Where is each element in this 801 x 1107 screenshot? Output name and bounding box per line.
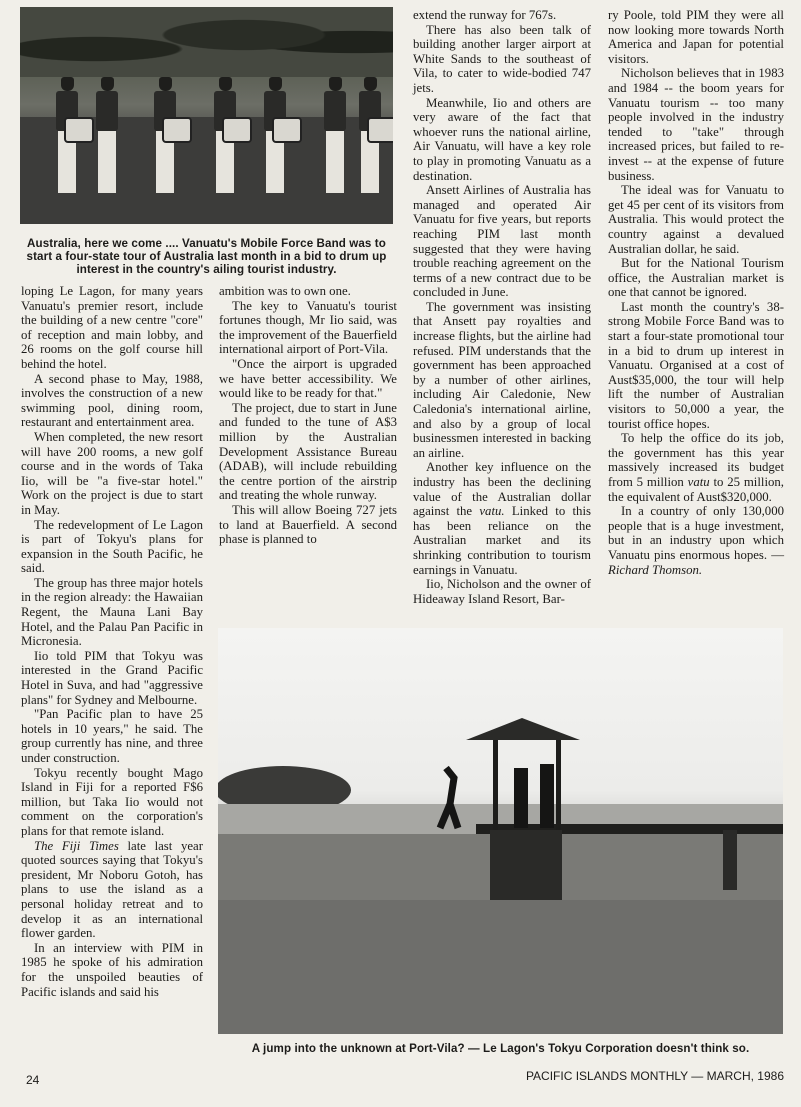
paragraph-text: value of the Australian dollar against the xyxy=(413,489,591,519)
paragraph: This will allow Boeing 727 jets to land at Bauerfield. A second phase is planned to xyxy=(219,502,397,547)
paragraph: Tokyu recently bought Mago Island in Fiji for a reported F$6 million, but Taka Iio would not comment on the corporation's plans for that remote island. xyxy=(21,765,203,838)
byline: Richard Thomson. xyxy=(608,562,703,577)
paragraph: But for the National Tourism office, the Australian market is one that cannot be ignored. xyxy=(608,256,784,300)
page-number: 24 xyxy=(26,1073,40,1087)
paragraph: Iio told PIM that Tokyu was interested in the Grand Pacific Hotel in Suva, and had "aggressive plans" for Sydney and Melbourne. xyxy=(21,648,203,707)
paragraph: The group has three major hotels in the region already: the Hawaiian Regent, the Mauna Lani Bay Hotel, and the Palau Pan Pacific in Micronesia. xyxy=(21,575,203,649)
article-column-2 xyxy=(219,284,397,547)
bandsman-figure xyxy=(355,77,385,197)
article-column-3 xyxy=(413,8,591,606)
water-reflection xyxy=(218,900,783,1034)
paragraph-text: To help the office do its job, the government has this year massively increased its budget from 5 million xyxy=(608,431,784,489)
bandsman-figure xyxy=(210,77,240,197)
gazebo-roof xyxy=(466,718,580,740)
paragraph: A second phase to May, 1988, involves the construction of a new swimming pool, dining room, restaurant and entertainment area. xyxy=(21,371,203,430)
paragraph: "Pan Pacific plan to have 25 hotels in 10 years," he said. The group currently has nine, and three under construction. xyxy=(21,707,203,765)
article-column-1 xyxy=(21,284,203,999)
paragraph: There has also been talk of building another larger airport at White Sands to the southeast of Vila, to cater to wide-bodied 747 jets. xyxy=(413,22,591,95)
paragraph xyxy=(21,839,203,941)
gazebo-post xyxy=(493,740,498,830)
bandsman-figure xyxy=(52,77,82,197)
pier-pilings xyxy=(490,830,562,900)
paragraph: ry Poole, told PIM they were all now looking more towards North America and Japan for potential visitors. xyxy=(608,8,784,66)
article-column-4 xyxy=(608,8,784,577)
paragraph: ambition was to own one. xyxy=(219,284,351,298)
bandsman-figure xyxy=(92,77,122,197)
currency-name: vatu xyxy=(687,475,710,489)
paragraph xyxy=(608,504,784,577)
gazebo-post xyxy=(556,740,561,830)
publication-footer: PACIFIC ISLANDS MONTHLY — MARCH, 1986 xyxy=(525,1069,784,1083)
currency-name: vatu. xyxy=(479,504,505,519)
band-photo xyxy=(20,7,393,224)
paragraph: When completed, the new resort will have 200 rooms, a new golf course and in the words of Taka Iio, will be "a five-star hotel." Work on the project is due to start in May. xyxy=(21,429,203,517)
paragraph-text: to 25 million, the equivalent of Aust$320,000. xyxy=(608,475,784,504)
paragraph-text: Another key influence on the industry has been the declining xyxy=(413,460,591,489)
paragraph: Nicholson believes that in 1983 and 1984 -- the boom years for Vanuatu tourism -- too many people involved in the industry tended to "take" through increased prices, but failed to re-invest -- at the expense of future business. xyxy=(608,66,784,183)
publication-name: The Fiji Times xyxy=(34,838,119,853)
paragraph-text: late last year quoted sources saying that Tokyu's president, Mr Noboru Gotoh, has plans to use the island as a personal holiday retreat and to develop it as an international flower garden. xyxy=(21,838,203,941)
paragraph: The government was insisting that Ansett pay royalties and increase flights, but the airline had refused. PIM understands that the government has been approached by a number of other airlines, including Air Caledonie, New Caledonia's international airline, and also by a group of local businessmen interested in backing an airline. xyxy=(413,299,591,460)
paragraph: extend the runway for 767s. xyxy=(413,8,557,22)
paragraph: Meanwhile, Iio and others are very aware of the fact that whoever runs the national airline, Air Vanuatu, will have a key role to play in promoting Vanuatu as a destination. xyxy=(413,95,591,183)
pier-photo-drawing xyxy=(218,628,783,1034)
paragraph: Ansett Airlines of Australia has managed and operated Air Vanuatu for five years, but reports reaching PIM last month suggested that they were having trouble reaching agreement on the terms of a new contract due to be concluded in June. xyxy=(413,183,591,300)
band-photo-caption: Australia, here we come .... Vanuatu's Mobile Force Band was to start a four-state tour of Australia last month in a bid to drum up interest in the country's ailing tourist industry. xyxy=(26,237,387,276)
paragraph: The redevelopment of Le Lagon is part of Tokyu's plans for expansion in the South Pacific, he said. xyxy=(21,517,203,576)
paragraph: Iio, Nicholson and the owner of Hideaway Island Resort, Bar- xyxy=(413,577,591,606)
bandsman-figure xyxy=(260,77,290,197)
bandsman-figure xyxy=(150,77,180,197)
person-silhouette xyxy=(514,768,528,828)
paragraph: loping Le Lagon, for many years Vanuatu's premier resort, include the building of a new centre "core" of reception and main lobby, and 26 rooms on the golf course hill behind the hotel. xyxy=(21,284,203,371)
paragraph xyxy=(413,460,591,577)
pier-piling xyxy=(723,830,737,890)
paragraph: The project, due to start in June and funded to the tune of A$3 million by the Australian Development Assistance Bureau (ADAB), will include rebuilding the centre portion of the airstrip and treating the whole runway. xyxy=(219,400,397,503)
photo-trees xyxy=(20,7,393,77)
bandsman-figure xyxy=(320,77,350,197)
paragraph: In an interview with PIM in 1985 he spoke of his admiration for the unspoiled beauties of Pacific islands and said his xyxy=(21,940,203,999)
paragraph: Last month the country's 38-strong Mobile Force Band was to start a four-state promotional tour in a bid to drum up interest in Vanuatu. Organised at a cost of Aust$35,000, the tour will help lift the number of Australian visitors to 50,000 a year, the tourist office hopes. xyxy=(608,299,784,431)
paragraph: The ideal was for Vanuatu to get 45 per cent of its visitors from Australia. This would protect the country against a devalued Australian dollar, he said. xyxy=(608,183,784,256)
person-silhouette xyxy=(540,764,554,828)
paragraph-text: In a country of only 130,000 people that is a huge investment, but in an industry upon which Vanuatu pins enormous hopes. — xyxy=(608,504,784,562)
paragraph: The key to Vanuatu's tourist fortunes though, Mr Iio said, was the improvement of the Bauerfield international airport of Port-Vila. xyxy=(219,298,397,357)
paragraph-text: Linked to this has been reliance on the Australian market and its shrinking contribution to tourism earnings in Vanuatu. xyxy=(413,504,591,577)
paragraph xyxy=(608,431,784,504)
pier-photo-caption: A jump into the unknown at Port-Vila? — Le Lagon's Tokyu Corporation doesn't think so. xyxy=(251,1042,750,1055)
pier-photo xyxy=(218,628,783,1034)
paragraph: "Once the airport is upgraded we have better accessibility. We would like to be ready for that." xyxy=(219,356,397,401)
